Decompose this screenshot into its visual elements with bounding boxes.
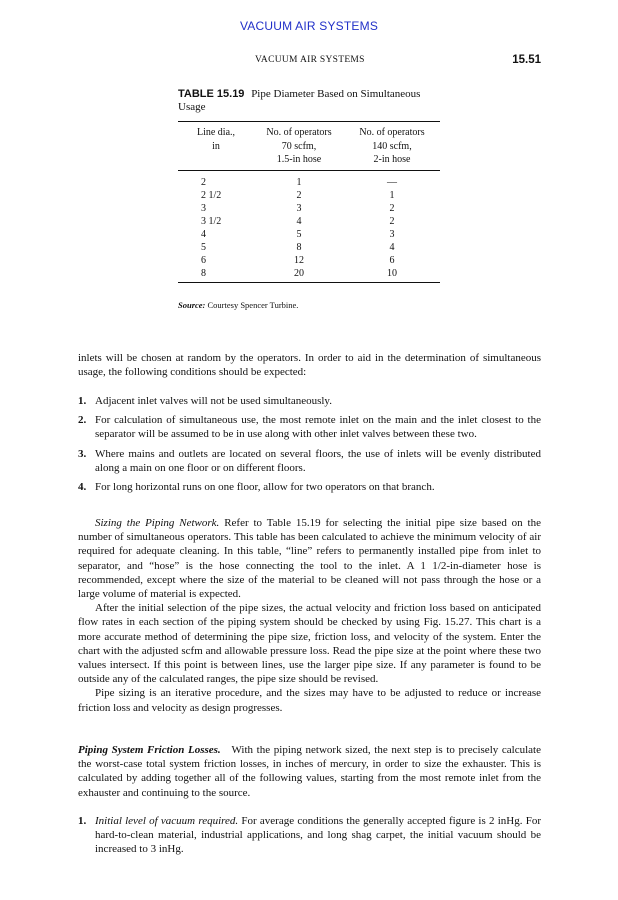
pipe-diameter-table: [178, 121, 440, 283]
header-operators-140: No. of operators 140 scfm, 2-in hose: [359, 127, 425, 165]
list-item: 2. For calculation of simultaneous use, the most remote inlet on the main and the inlet closest to the separator will be assumed to be in use along with other inlet valves between these two.: [78, 414, 541, 441]
sizing-paragraph-2: After the initial selection of the pipe sizes, the actual velocity and friction loss based on anticipated flow rates in each section of the piping system should be checked by using Fig. 15.27. This chart is a more accurate method of determining the pipe size, friction loss, and velocity of the system. Enter the chart with the adjusted scfm and allowable pressure loss. Read the pipe size at the point where these two values intersect. If this point is between lines, use the larger pipe size. If any parameter is found to be outside any of the calculated ranges, the pipe size should be revised.: [78, 602, 541, 686]
table-row: 3 3 2: [201, 202, 395, 214]
friction-heading: Piping System Friction Losses.: [78, 744, 221, 756]
table-row: 3 1/2 4 2: [201, 215, 395, 227]
page-number: 15.51: [512, 54, 541, 66]
friction-item-title: Initial level of vacuum required.: [95, 815, 239, 827]
list-item: 3. Where mains and outlets are located on several floors, the use of inlets will be evenly distributed along a main on one floor or on different floors.: [78, 447, 541, 474]
intro-paragraph: inlets will be chosen at random by the operators. In order to aid in the determination of simultaneous usage, the following conditions should be expected:: [78, 352, 541, 379]
sizing-heading: Sizing the Piping Network.: [95, 517, 220, 529]
header-operators-70: No. of operators 70 scfm, 1.5-in hose: [266, 127, 332, 165]
table-row: 5 8 4: [201, 241, 395, 253]
running-head: VACUUM AIR SYSTEMS: [255, 55, 365, 65]
table-row: 6 12 6: [201, 254, 395, 266]
sizing-paragraph-1: Sizing the Piping Network. Refer to Table 15.19 for selecting the initial pipe size based on the number of simultaneous operators. This table has been calculated to achieve the minimum velocity of air required for adequate cleaning. In this table, “line” refers to permanently installed pipe from inlet to separator, and “hose” is the hose connecting the tool to the inlet. A 1 1/2-in-diameter hose is recommended, except where the size of the material to be cleaned will not pass through the hose or a large volume of material is expected.: [78, 517, 541, 601]
table-row: 2 1 —: [201, 176, 397, 188]
source-label: Source:: [178, 300, 206, 310]
source-text: Courtesy Spencer Turbine.: [207, 300, 299, 310]
table-title: Pipe Diameter Based on Simultaneous Usage: [178, 88, 421, 113]
sizing-section: [78, 516, 541, 715]
friction-list: [78, 814, 541, 862]
list-item: 1. Initial level of vacuum required. For average conditions the generally accepted figure is 2 inHg. For hard-to-clean material, industrial applications, and long shag carpet, the initial vacuum should be increased to 3 inHg.: [78, 815, 542, 856]
document-banner: VACUUM AIR SYSTEMS: [239, 19, 379, 33]
friction-section: [78, 743, 541, 800]
table-caption: [178, 88, 448, 114]
table-label: TABLE 15.19: [178, 88, 245, 100]
conditions-list: [78, 394, 541, 499]
header-line-dia: Line dia., in: [196, 127, 236, 152]
table-row: 4 5 3: [201, 228, 395, 240]
list-item: 4. For long horizontal runs on one floor, allow for two operators on that branch.: [78, 481, 435, 494]
table-row: 8 20 10: [201, 267, 397, 279]
table-source: [178, 300, 298, 310]
friction-paragraph: Piping System Friction Losses. With the piping network sized, the next step is to precisely calculate the worst-case total system friction losses, in inches of mercury, in order to size the exhauster. This is calculated by adding together all of the following values, starting from the most remote inlet from the exhauster and continuing to the source.: [78, 744, 541, 799]
sizing-paragraph-3: Pipe sizing is an iterative procedure, and the sizes may have to be adjusted to reduce or increase friction loss and velocity as design progresses.: [78, 687, 541, 714]
table-row: 2 1/2 2 1: [201, 189, 395, 201]
list-item: 1. Adjacent inlet valves will not be used simultaneously.: [78, 395, 332, 407]
table-body: [178, 171, 440, 282]
table-header: [178, 122, 440, 170]
